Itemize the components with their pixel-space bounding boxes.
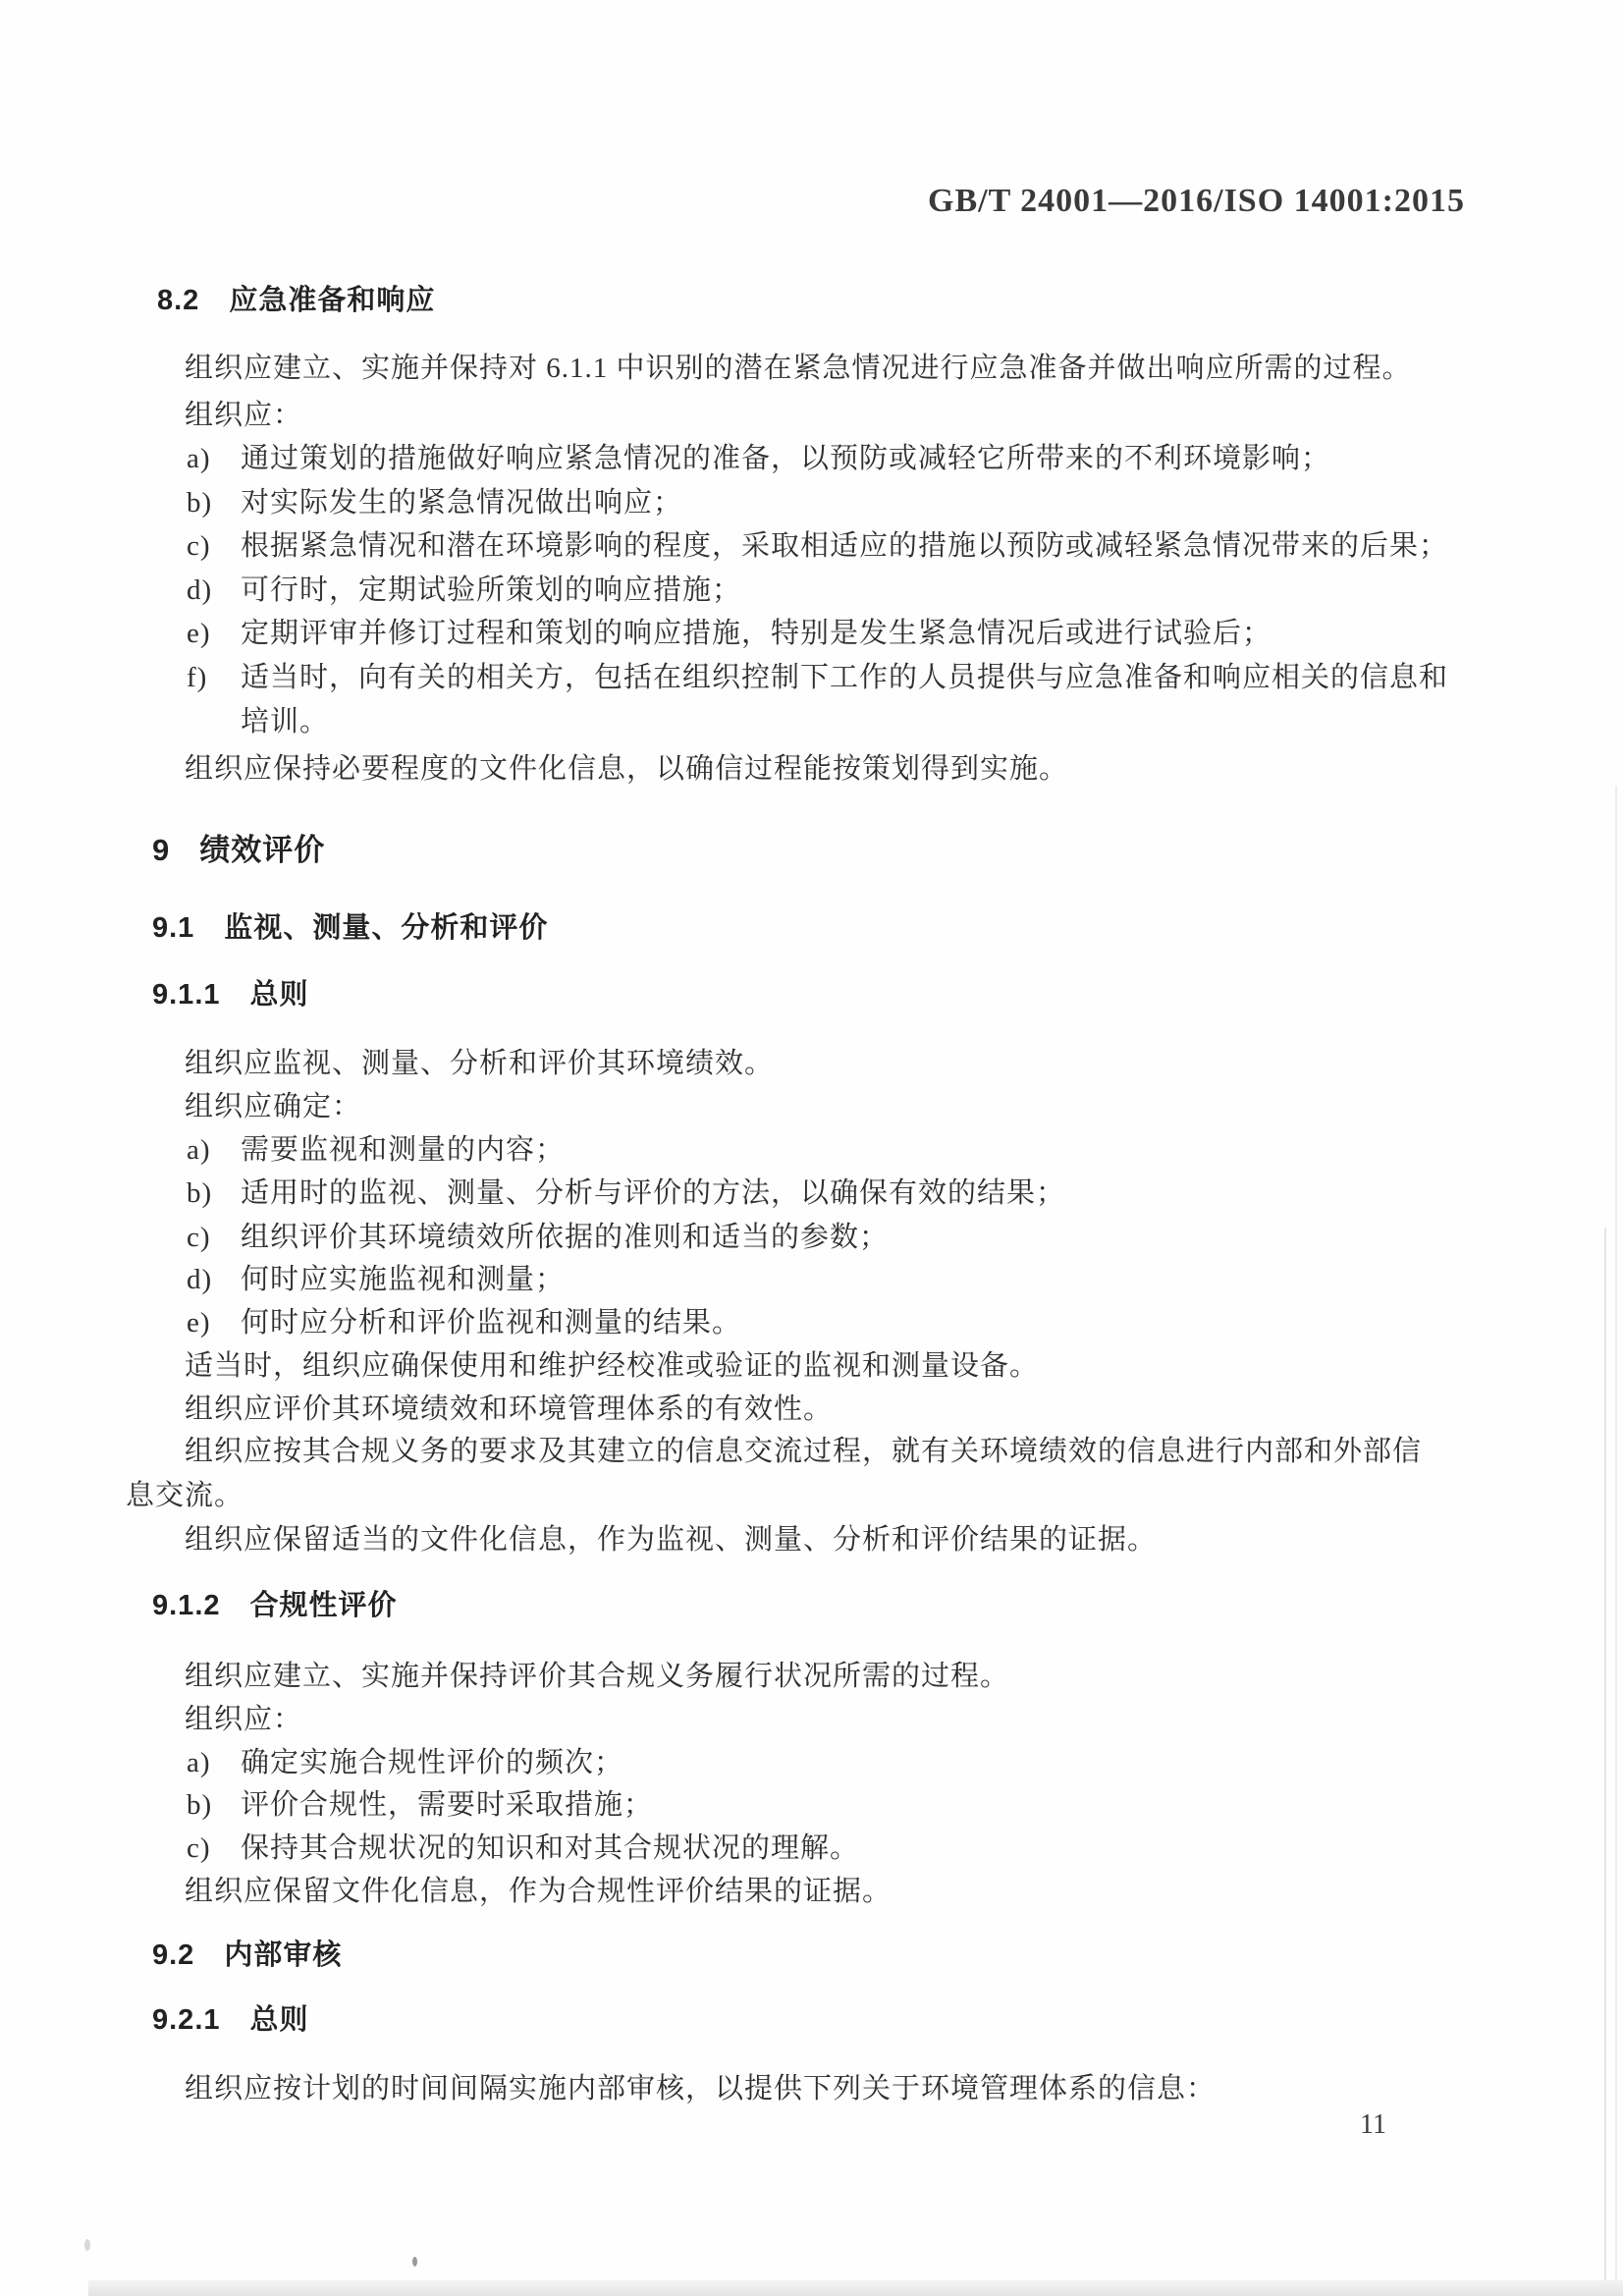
list-item-text: 保持其合规状况的知识和对其合规状况的理解。 (241, 1832, 860, 1864)
paragraph: 组织应按计划的时间间隔实施内部审核，以提供下列关于环境管理体系的信息： (185, 2073, 1217, 2105)
list-item-label: e) (187, 618, 211, 649)
list-item-text: 根据紧急情况和潜在环境影响的程度，采取相适应的措施以预防或减轻紧急情况带来的后果； (241, 530, 1449, 562)
list-item (187, 480, 682, 520)
section-title: 监视、测量、分析和评价 (224, 912, 549, 944)
list-item-label: b) (187, 1789, 213, 1821)
list-item (187, 1782, 653, 1823)
list-item (187, 436, 1330, 476)
list-item-text: 确定实施合规性评价的频次； (241, 1747, 624, 1778)
scan-speck (84, 2239, 90, 2251)
paragraph: 组织应评价其环境绩效和环境管理体系的有效性。 (185, 1394, 834, 1425)
paragraph: 组织应建立、实施并保持评价其合规义务履行状况所需的过程。 (185, 1661, 1010, 1692)
paragraph-continuation: 息交流。 (126, 1480, 244, 1511)
list-item-text: 组织评价其环境绩效所依据的准则和适当的参数； (241, 1222, 890, 1253)
scan-speck (412, 2257, 417, 2267)
section-heading-9 (152, 825, 325, 869)
list-item (187, 1740, 623, 1780)
paragraph: 适当时，组织应确保使用和维护经校准或验证的监视和测量设备。 (185, 1350, 1040, 1382)
list-item-label: d) (187, 1264, 213, 1295)
section-heading-9-1-2 (152, 1583, 398, 1623)
list-item-label: c) (187, 1222, 211, 1253)
list-item-text: 对实际发生的紧急情况做出响应； (241, 487, 683, 519)
section-number: 9.1.2 (152, 1590, 221, 1621)
list-item-label: d) (187, 574, 213, 606)
paragraph: 组织应建立、实施并保持对 6.1.1 中识别的潜在紧急情况进行应急准备并做出响应所需的过程。 (185, 353, 1412, 384)
list-item-label: c) (187, 530, 211, 562)
scan-bottom-shadow (88, 2280, 1623, 2296)
list-item (187, 1300, 741, 1340)
paragraph: 组织应保持必要程度的文件化信息，以确信过程能按策划得到实施。 (185, 753, 1069, 785)
paragraph: 组织应保留文件化信息，作为合规性评价结果的证据。 (185, 1876, 893, 1907)
scan-edge-line (1615, 786, 1617, 2296)
section-heading-9-2-1 (152, 1997, 309, 2038)
list-item-label: c) (187, 1832, 211, 1864)
list-item (187, 1215, 889, 1255)
page-number: 11 (1360, 2109, 1386, 2140)
list-item (187, 1171, 1065, 1211)
list-item-label: b) (187, 1177, 213, 1209)
section-number: 9.2 (152, 1940, 195, 1971)
list-item (187, 655, 1448, 695)
list-item-text: 何时应分析和评价监视和测量的结果。 (241, 1307, 742, 1339)
section-number: 9.1 (152, 912, 195, 944)
list-item-text: 何时应实施监视和测量； (241, 1264, 566, 1295)
list-item-label: b) (187, 487, 213, 519)
section-number: 8.2 (157, 285, 200, 316)
section-title: 绩效评价 (199, 833, 326, 867)
list-item-text: 需要监视和测量的内容； (241, 1134, 566, 1166)
section-title: 内部审核 (224, 1940, 343, 1971)
section-heading-9-1-1 (152, 972, 309, 1012)
section-number: 9 (152, 833, 171, 867)
section-heading-8-2 (157, 278, 435, 318)
list-item (187, 1127, 565, 1168)
section-title: 应急准备和响应 (229, 285, 436, 316)
list-item-continuation: 培训。 (241, 706, 330, 738)
list-item (187, 1257, 565, 1297)
paragraph: 组织应保留适当的文件化信息，作为监视、测量、分析和评价结果的证据。 (185, 1524, 1158, 1556)
section-title: 总则 (249, 979, 309, 1011)
list-item-label: e) (187, 1307, 211, 1339)
list-item-text: 定期评审并修订过程和策划的响应措施，特别是发生紧急情况后或进行试验后； (241, 618, 1272, 649)
scan-edge-line (1604, 1228, 1606, 2296)
section-heading-9-2 (152, 1933, 342, 1973)
list-item-text: 通过策划的措施做好响应紧急情况的准备，以预防或减轻它所带来的不利环境影响； (241, 443, 1331, 474)
paragraph: 组织应确定： (185, 1091, 362, 1122)
list-item-text: 适用时的监视、测量、分析与评价的方法，以确保有效的结果； (241, 1177, 1066, 1209)
section-title: 合规性评价 (249, 1590, 398, 1621)
section-heading-9-1 (152, 905, 548, 946)
paragraph: 组织应： (185, 400, 303, 431)
list-item-text: 可行时，定期试验所策划的响应措施； (241, 574, 742, 606)
list-item-label: a) (187, 1747, 211, 1778)
paragraph: 组织应监视、测量、分析和评价其环境绩效。 (185, 1048, 775, 1079)
list-item-text: 评价合规性，需要时采取措施； (241, 1789, 654, 1821)
list-item-text: 适当时，向有关的相关方，包括在组织控制下工作的人员提供与应急准备和响应相关的信息和 (241, 662, 1449, 693)
list-item-label: a) (187, 443, 211, 474)
section-title: 总则 (249, 2004, 309, 2036)
list-item-label: a) (187, 1134, 211, 1166)
paragraph: 组织应按其合规义务的要求及其建立的信息交流过程，就有关环境绩效的信息进行内部和外部信 (185, 1436, 1423, 1467)
list-item (187, 568, 741, 608)
section-number: 9.2.1 (152, 2004, 221, 2036)
document-code-header: GB/T 24001—2016/ISO 14001:2015 (928, 183, 1465, 219)
paragraph: 组织应： (185, 1704, 303, 1735)
list-item (187, 611, 1271, 651)
list-item-label: f) (187, 662, 208, 693)
section-number: 9.1.1 (152, 979, 221, 1011)
list-item (187, 1826, 859, 1866)
list-item (187, 523, 1448, 564)
